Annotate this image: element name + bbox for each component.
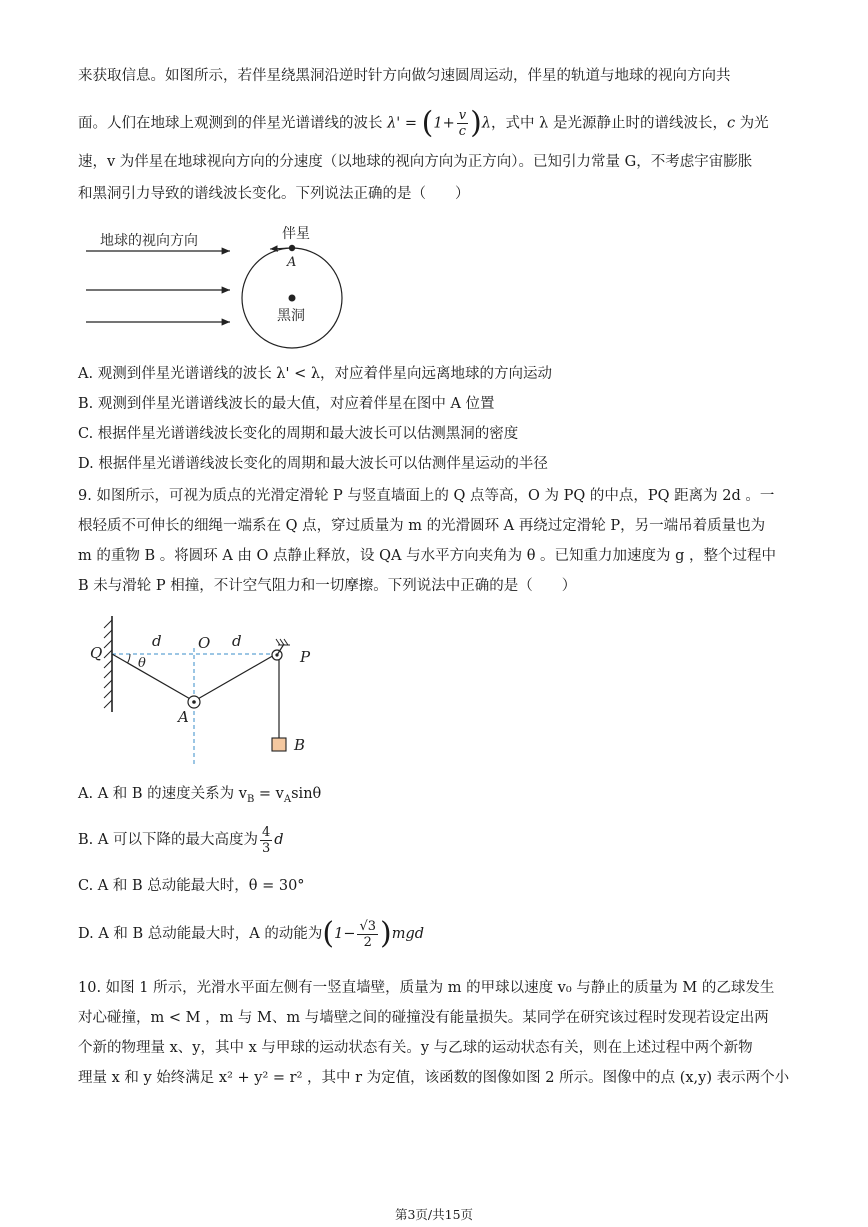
label-q: Q: [90, 644, 103, 662]
four-thirds-fraction: [260, 825, 272, 856]
q10-line-2: 对心碰撞，m < M ，m 与 M、m 与墙壁之间的碰撞没有能量损失。某同学在研究该过程时发现若设定出两: [78, 1010, 769, 1026]
mgd-term: mgd: [391, 926, 425, 942]
fraction-numerator: v: [458, 108, 467, 123]
lambda-symbol: λ: [481, 115, 492, 132]
sub-a: A: [283, 793, 292, 805]
q9-option-a-mid: = v: [254, 786, 284, 802]
q9-line-4: B 未与滑轮 P 相撞，不计空气阻力和一切摩擦。下列说法中正确的是（ ）: [78, 578, 577, 594]
c-symbol: c: [726, 115, 736, 132]
page-footer: 第3页/共15页: [394, 1207, 474, 1222]
fraction-numerator: 4: [261, 824, 271, 840]
q10-line-4: 理量 x 和 y 始终满足 x² + y² = r² ，其中 r 为定值，该函数的图像如图 2 所示。图像中的点 (x,y) 表示两个小: [78, 1070, 790, 1086]
paren-right: ): [380, 916, 392, 951]
q9-option-b: [78, 820, 790, 860]
fraction-denominator: 3: [261, 840, 271, 856]
q8-line-2-tail: 为光: [735, 115, 769, 132]
q9-option-a: [78, 784, 790, 810]
q9-option-d: [78, 914, 790, 954]
q8-option-a: A. 观测到伴星光谱谱线的波长 λ' < λ，对应着伴星向远离地球的方向运动: [78, 366, 553, 382]
v-over-c-fraction: [457, 108, 468, 139]
q10-line-1: 10. 如图 1 所示，光滑水平面左侧有一竖直墙壁，质量为 m 的甲球以速度 v₀ 与静止的质量为 M 的乙球发生: [78, 980, 775, 996]
lambda-prime: λ' =: [387, 115, 422, 132]
ring-a-center: [192, 700, 196, 704]
q8-option-b: B. 观测到伴星光谱谱线波长的最大值，对应着伴星在图中 A 位置: [78, 396, 495, 412]
black-hole-label: 黑洞: [277, 308, 305, 324]
q9-option-c: C. A 和 B 总动能最大时，θ = 30°: [78, 878, 305, 894]
sub-b: B: [246, 793, 255, 805]
q8-line-4: 和黑洞引力导致的谱线波长变化。下列说法正确的是（ ）: [78, 186, 470, 202]
q8-line-2-post: ，式中 λ 是光源静止时的谱线波长，: [491, 115, 727, 132]
point-a-label: A: [287, 255, 297, 270]
q9-line-1: 9. 如图所示，可视为质点的光滑定滑轮 P 与竖直墙面上的 Q 点等高，O 为 PQ 的中点，PQ 距离为 2d 。一: [78, 488, 775, 504]
q9-line-3: m 的重物 B 。将圆环 A 由 O 点静止释放，设 QA 与水平方向夹角为 θ 。已知重力加速度为 g ，整个过程中: [78, 548, 777, 564]
q8-option-c: C. 根据伴星光谱谱线波长变化的周期和最大波长可以估测黑洞的密度: [78, 426, 519, 442]
one-plus: 1+: [433, 115, 455, 132]
label-o: O: [198, 634, 211, 652]
companion-star-label: 伴星: [282, 226, 310, 242]
paren-left: (: [421, 105, 434, 141]
label-d-left: d: [152, 632, 162, 650]
label-d-right: d: [232, 632, 242, 650]
q9-line-2: 根轻质不可伸长的细绳一端系在 Q 点，穿过质量为 m 的光滑圆环 A 再绕过定滑轮 P，另一端吊着质量也为: [78, 518, 766, 534]
companion-star-dot: [289, 245, 295, 251]
black-hole-dot: [289, 295, 296, 302]
paren-right: ): [470, 105, 482, 141]
q9-option-a-text: A. A 和 B 的速度关系为 v: [78, 786, 247, 802]
q9-option-a-end: sinθ: [291, 786, 322, 802]
label-p: P: [300, 648, 311, 666]
label-b: B: [294, 736, 306, 754]
root3-over-2-fraction: [357, 919, 378, 950]
fraction-denominator: 2: [363, 934, 372, 950]
pulley-mount-hatch: [276, 639, 290, 645]
string-ap: [196, 654, 276, 700]
string-qa: [112, 654, 192, 700]
q8-line-3: 速，v 为伴星在地球视向方向的分速度（以地球的视向方向为正方向）。已知引力常量 G，不考虑宇宙膨胀: [78, 154, 753, 170]
one-minus: 1−: [334, 926, 356, 942]
q8-figure: [84, 218, 354, 350]
wall-hatching: [104, 620, 112, 708]
q9-option-b-d: d: [274, 832, 284, 848]
direction-label: 地球的视向方向: [100, 233, 198, 249]
q10-line-3: 个新的物理量 x、y，其中 x 与甲球的运动状态有关。y 与乙球的运动状态有关，则在上述过程中两个新物: [78, 1040, 753, 1056]
q9-option-d-text: D. A 和 B 总动能最大时，A 的动能为: [78, 926, 323, 942]
paren-left: (: [322, 916, 335, 951]
q9-figure: [84, 612, 324, 772]
fraction-numerator: √3: [359, 918, 377, 934]
q8-line-1: 来获取信息。如图所示，若伴星绕黑洞沿逆时针方向做匀速圆周运动，伴星的轨道与地球的视向方向共: [78, 68, 731, 84]
label-theta: θ: [138, 656, 146, 671]
label-a: A: [178, 708, 189, 726]
q8-line-2-text: 面。人们在地球上观测到的伴星光谱谱线的波长: [78, 115, 383, 132]
weight-b: [272, 738, 286, 751]
q8-line-2: [78, 105, 790, 141]
fraction-denominator: c: [458, 124, 467, 139]
angle-theta-arc: [128, 654, 131, 663]
q8-option-d: D. 根据伴星光谱谱线波长变化的周期和最大波长可以估测伴星运动的半径: [78, 456, 548, 472]
q9-option-b-text: B. A 可以下降的最大高度为: [78, 832, 258, 848]
